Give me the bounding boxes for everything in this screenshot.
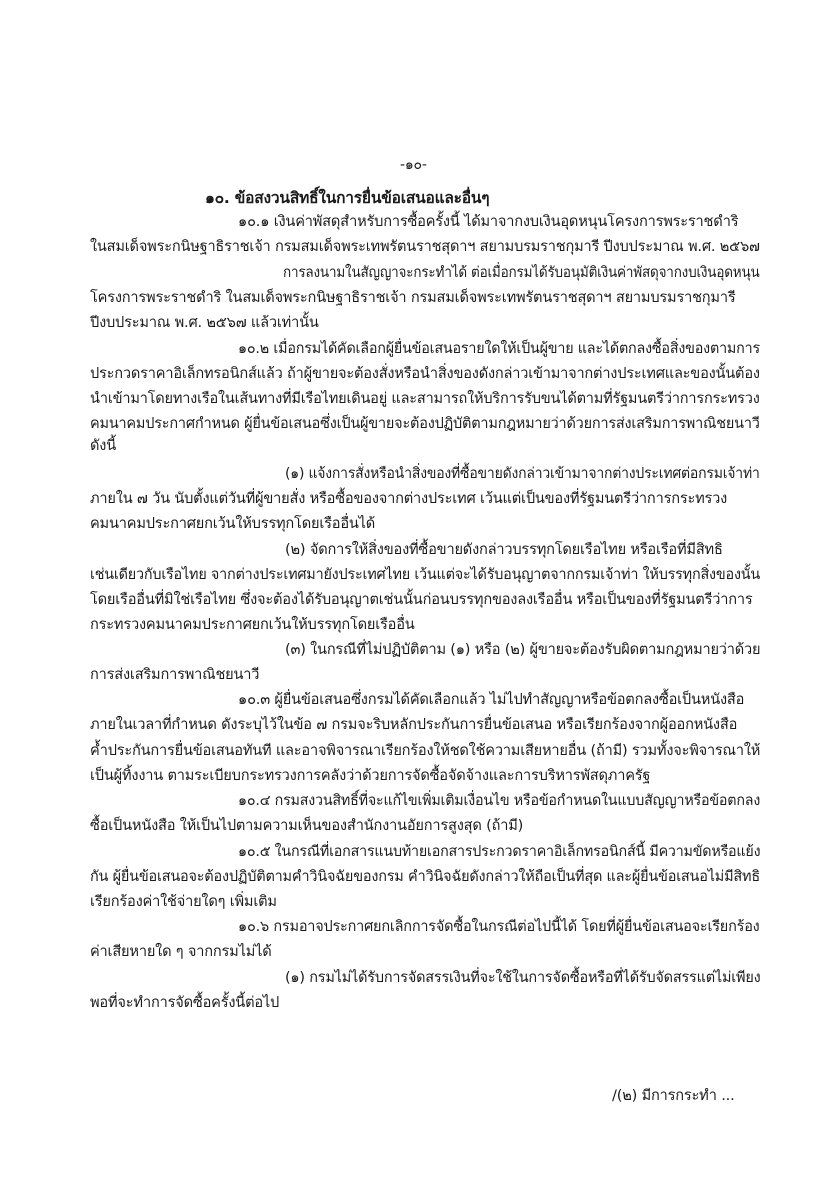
text-line: (๒) จัดการให้สิ่งของที่ซื้อขายดังกล่าวบรรทุกโดยเรือไทย หรือเรือที่มีสิทธิ [285, 541, 723, 558]
text-line: ปีงบประมาณ พ.ศ. ๒๕๖๗ แล้วเท่านั้น [90, 314, 319, 331]
text-line: กัน ผู้ยื่นข้อเสนอจะต้องปฏิบัติตามคำวินิจฉัยของกรม คำวินิจฉัยดังกล่าวให้ถือเป็นที่สุด และผู้ยื่นข้อเสนอไม่มีสิทธิ [90, 868, 760, 885]
text-line: คมนาคมประกาศยกเว้นให้บรรทุกโดยเรืออื่นได้ [90, 515, 376, 532]
text-line: (๓) ในกรณีที่ไม่ปฏิบัติตาม (๑) หรือ (๒) ผู้ขายจะต้องรับผิดตามกฎหมายว่าด้วย [285, 641, 761, 658]
text-line: ๑๐.๖ กรมอาจประกาศยกเลิกการจัดซื้อในกรณีต่อไปนี้ได้ โดยที่ผู้ยื่นข้อเสนอจะเรียกร้อง [238, 918, 760, 935]
text-line: คมนาคมประกาศกำหนด ผู้ยื่นข้อเสนอซึ่งเป็นผู้ขายจะต้องปฏิบัติตามกฎหมายว่าด้วยการส่งเสริมการพาณิชยนาวี [90, 415, 760, 432]
text-line: ซื้อเป็นหนังสือ ให้เป็นไปตามความเห็นของสำนักงานอัยการสูงสุด (ถ้ามี) [90, 817, 524, 834]
text-line: เรียกร้องค่าใช้จ่ายใดๆ เพิ่มเติม [90, 893, 277, 910]
text-line: (๑) แจ้งการสั่งหรือนำสิ่งของที่ซื้อขายดังกล่าวเข้ามาจากต่างประเทศต่อกรมเจ้าท่า [285, 465, 760, 482]
text-line: ๑๐.๒ เมื่อกรมได้คัดเลือกผู้ยื่นข้อเสนอรายใดให้เป็นผู้ขาย และได้ตกลงซื้อสิ่งของตามการ [238, 340, 760, 357]
text-line: โดยเรืออื่นที่มิใช่เรือไทย ซึ่งจะต้องได้รับอนุญาตเช่นนั้นก่อนบรรทุกของลงเรืออื่น หรือเป็นของที่รัฐมนตรีว่าการ [90, 591, 753, 608]
text-line: ค้ำประกันการยื่นข้อเสนอทันที และอาจพิจารณาเรียกร้องให้ชดใช้ความเสียหายอื่น (ถ้ามี) รวมทั้งจะพิจารณาให้ [90, 742, 761, 759]
text-line: ๑๐.๕ ในกรณีที่เอกสารแนบท้ายเอกสารประกวดราคาอิเล็กทรอนิกส์นี้ มีความขัดหรือแย้ง [238, 843, 761, 860]
text-line: เป็นผู้ทิ้งงาน ตามระเบียบกระทรวงการคลังว่าด้วยการจัดซื้อจัดจ้างและการบริหารพัสดุภาครัฐ [90, 767, 651, 784]
text-line: ในสมเด็จพระกนิษฐาธิราชเจ้า กรมสมเด็จพระเทพรัตนราชสุดาฯ สยามบรมราชกุมารี ปีงบประมาณ พ.ศ. ๒๕๖๗ [90, 238, 760, 255]
text-line: โครงการพระราชดำริ ในสมเด็จพระกนิษฐาธิราชเจ้า กรมสมเด็จพระเทพรัตนราชสุดาฯ สยามบรมราชกุมารี [90, 289, 736, 306]
text-line: (๑) กรมไม่ได้รับการจัดสรรเงินที่จะใช้ในการจัดซื้อหรือที่ได้รับจัดสรรแต่ไม่เพียง [285, 969, 761, 986]
text-line: ๑๐.๔ กรมสงวนสิทธิ์ที่จะแก้ไขเพิ่มเติมเงื่อนไข หรือข้อกำหนดในแบบสัญญาหรือข้อตกลง [238, 792, 761, 809]
text-line: ภายใน ๗ วัน นับตั้งแต่วันที่ผู้ขายสั่ง หรือซื้อของจากต่างประเทศ เว้นแต่เป็นของที่รัฐมนตรีว่าการกระทรวง [90, 490, 728, 507]
text-line: ภายในเวลาที่กำหนด ดังระบุไว้ในข้อ ๗ กรมจะริบหลักประกันการยื่นข้อเสนอ หรือเรียกร้องจากผู้ออกหนังสือ [90, 716, 738, 733]
text-line: เช่นเดียวกับเรือไทย จากต่างประเทศมายังประเทศไทย เว้นแต่จะได้รับอนุญาตจากกรมเจ้าท่า ให้บรรทุกสิ่งของนั้น [90, 566, 761, 583]
text-line: ดังนี้ [90, 437, 116, 454]
text-line: การลงนามในสัญญาจะกระทำได้ ต่อเมื่อกรมได้รับอนุมัติเงินค่าพัสดุจากงบเงินอุดหนุน [283, 264, 760, 281]
text-line: ค่าเสียหายใด ๆ จากกรมไม่ได้ [90, 943, 272, 960]
text-line: พอที่จะทำการจัดซื้อครั้งนี้ต่อไป [90, 994, 280, 1011]
text-line: ๑๐.๑ เงินค่าพัสดุสำหรับการซื้อครั้งนี้ ได้มาจากงบเงินอุดหนุนโครงการพระราชดำริ [238, 213, 739, 230]
text-line: ประกวดราคาอิเล็กทรอนิกส์แล้ว ถ้าผู้ขายจะต้องสั่งหรือนำสิ่งของดังกล่าวเข้ามาจากต่างประเทศและของนั้นต้อง [90, 365, 760, 382]
section-heading: ๑๐. ข้อสงวนสิทธิ์ในการยื่นข้อเสนอและอื่นๆ [205, 189, 490, 207]
page-number: -๑๐- [400, 157, 427, 173]
text-line: การส่งเสริมการพาณิชยนาวี [90, 666, 260, 683]
page-footer: /(๒) มีการกระทำ ... [612, 1087, 735, 1104]
text-line: นำเข้ามาโดยทางเรือในเส้นทางที่มีเรือไทยเดินอยู่ และสามารถให้บริการรับขนได้ตามที่รัฐมนตรีว่าการกระทรวง [90, 390, 760, 407]
text-line: กระทรวงคมนาคมประกาศยกเว้นให้บรรทุกโดยเรืออื่น [90, 616, 415, 633]
text-line: ๑๐.๓ ผู้ยื่นข้อเสนอซึ่งกรมได้คัดเลือกแล้ว ไม่ไปทำสัญญาหรือข้อตกลงซื้อเป็นหนังสือ [238, 691, 745, 708]
